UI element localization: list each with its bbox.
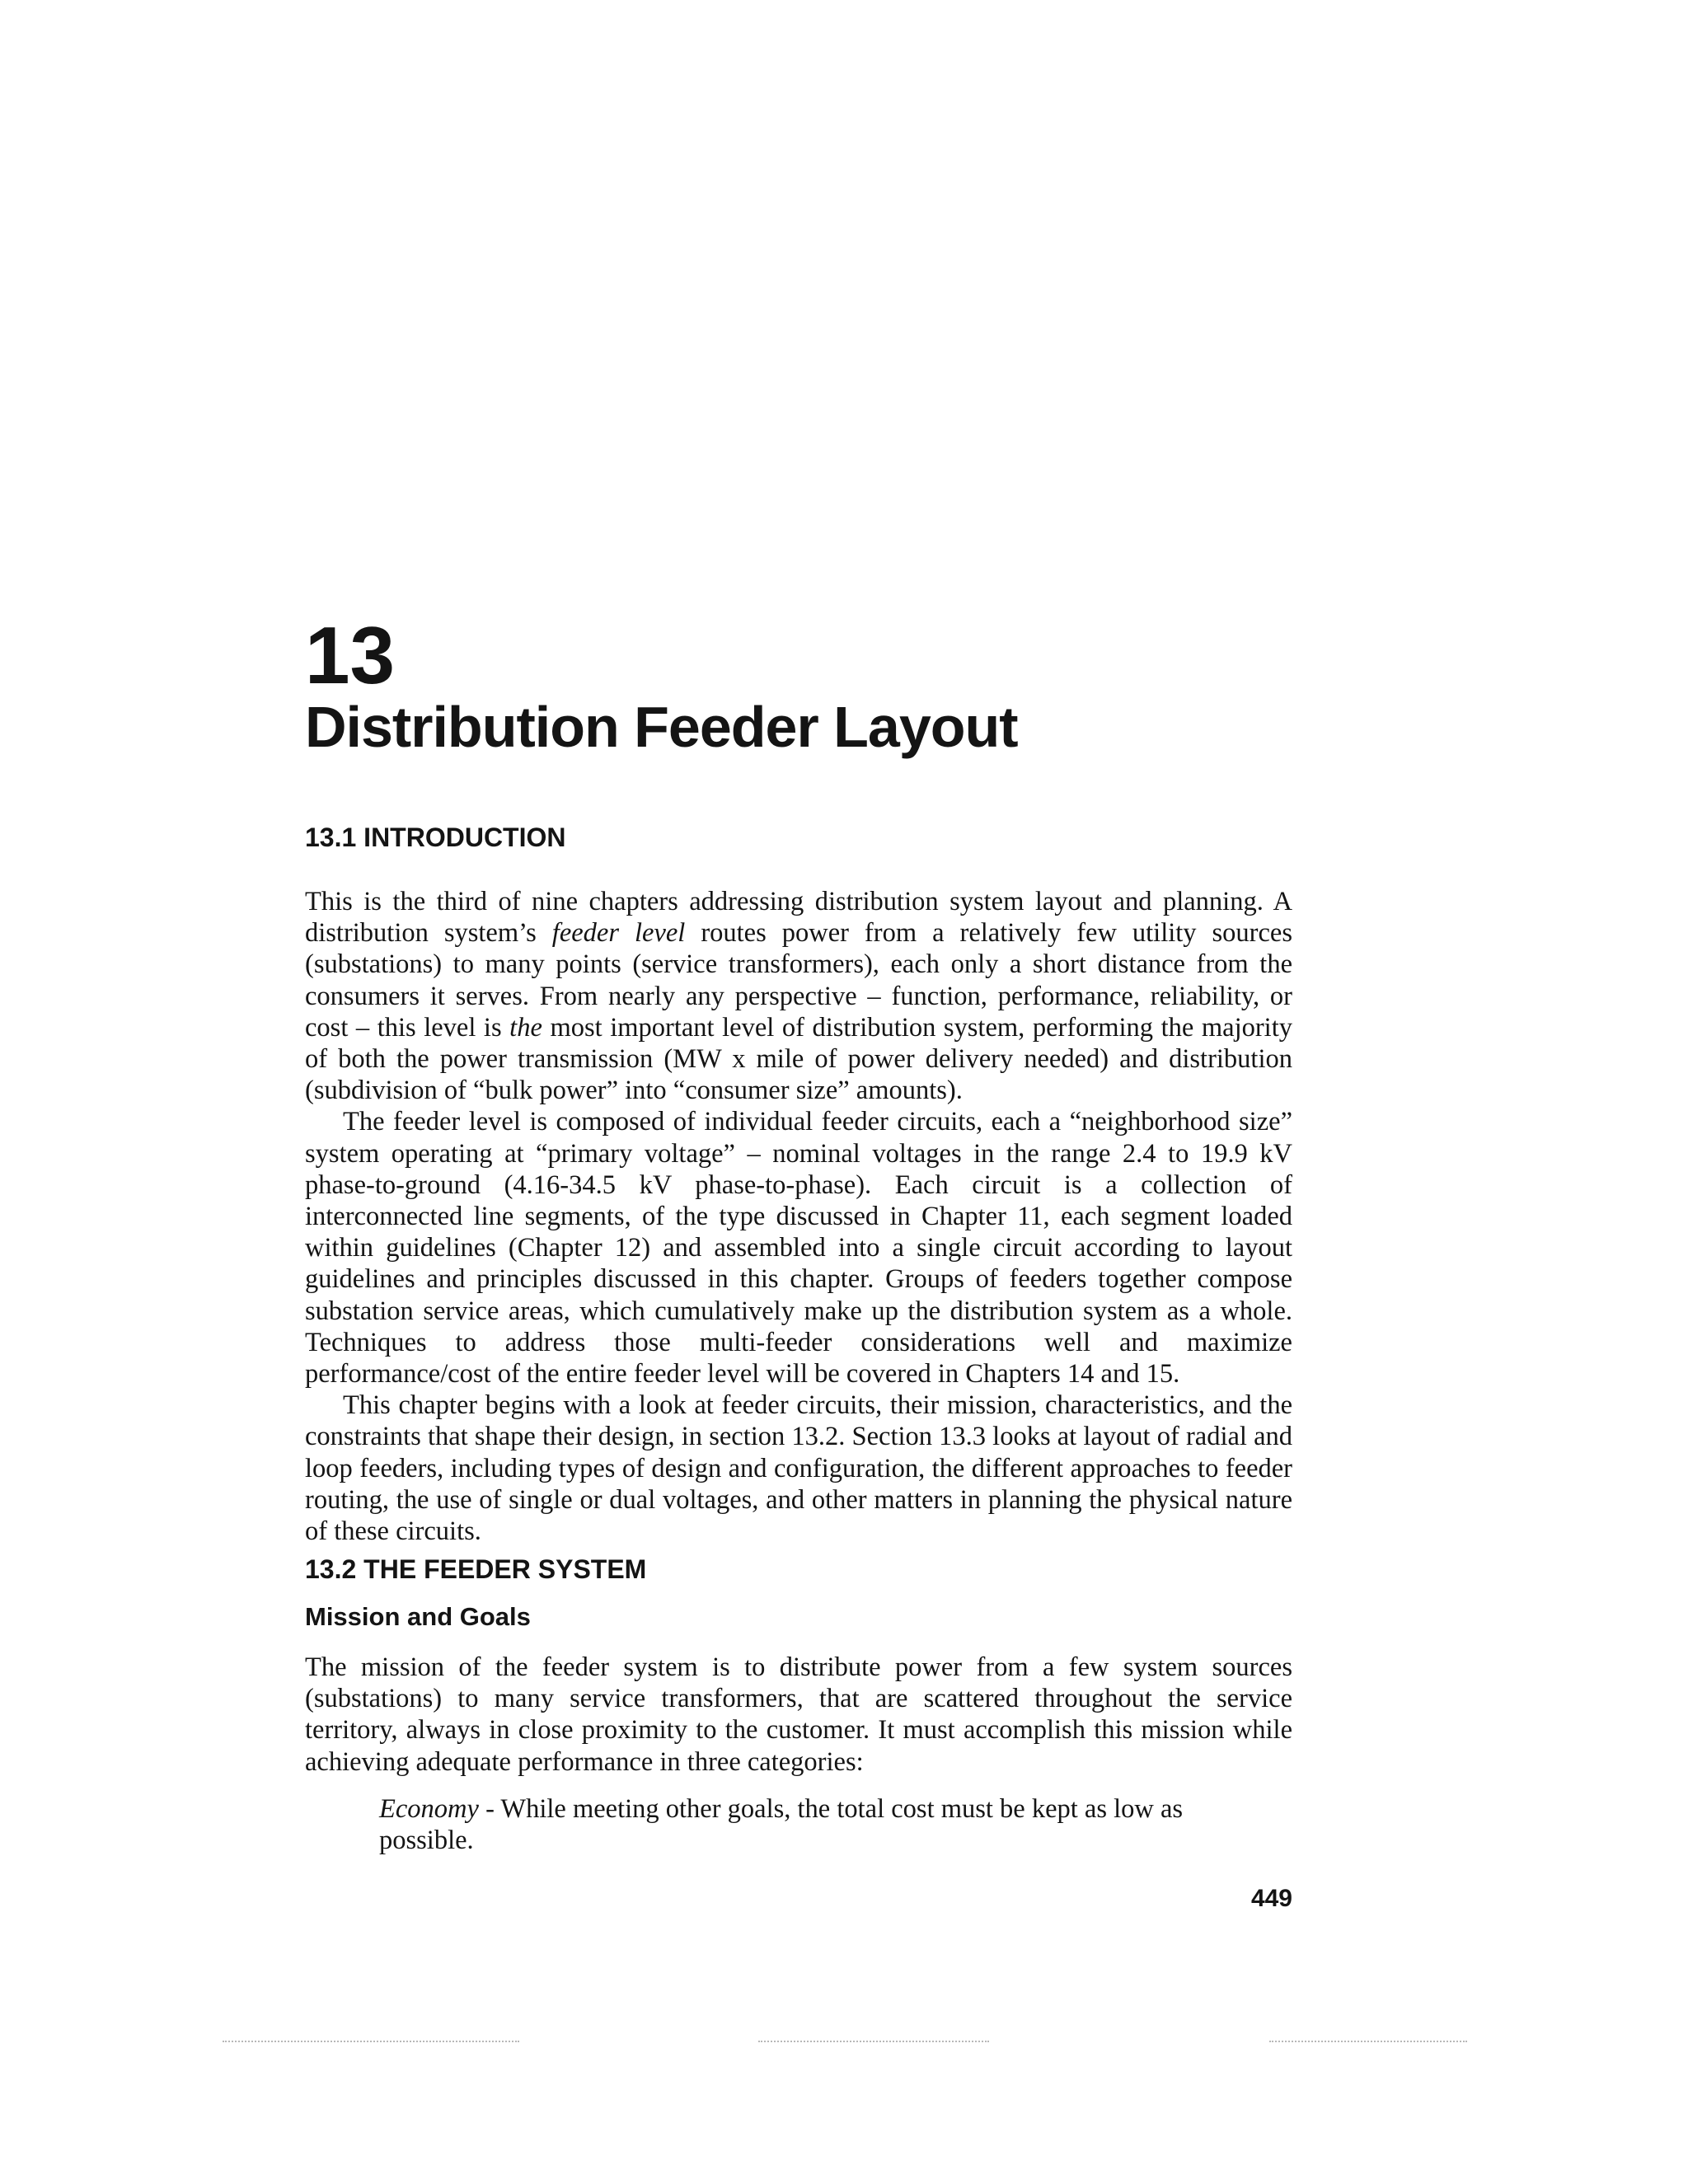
section-heading-introduction: 13.1 INTRODUCTION <box>305 823 566 852</box>
subsection-heading-mission-goals: Mission and Goals <box>305 1602 531 1631</box>
section-heading-feeder-system: 13.2 THE FEEDER SYSTEM <box>305 1554 647 1584</box>
paragraph-text: most important level of distribution system, performing the majority of both the power transmission (MW x mile of power delivery needed) and distribution (subdivision of “bulk power” into “consumer size” amounts). <box>305 1012 1292 1106</box>
feeder-system-body <box>305 1652 1292 1778</box>
chapter-number: 13 <box>305 610 396 701</box>
scan-artifact-line <box>223 2041 519 2044</box>
goal-term: Economy <box>379 1794 479 1824</box>
introduction-body <box>305 886 1292 1547</box>
introduction-paragraph-1 <box>305 886 1292 1106</box>
scan-artifact-line <box>1269 2041 1467 2044</box>
emphasis-text: the <box>509 1012 542 1043</box>
goal-description: - While meeting other goals, the total cost must be kept as low as possible. <box>379 1794 1184 1856</box>
chapter-title: Distribution Feeder Layout <box>305 695 1018 759</box>
goal-economy-item <box>379 1793 1203 1856</box>
introduction-paragraph-2: The feeder level is composed of individual feeder circuits, each a “neighborhood size” system operating at “primary voltage” – nominal voltages in the range 2.4 to 19.9 kV phase-to-ground (4.16-34.5 kV phase-to-phase). Each circuit is a collection of interconnected line segments, of the type discussed in Chapter 11, each segment loaded within guidelines (Chapter 12) and assembled into a single circuit according to layout guidelines and principles discussed in this chapter. Groups of feeders together compose substation service areas, which cumulatively make up the distribution system as a whole. Techniques to address those multi-feeder considerations well and maximize performance/cost of the entire feeder level will be covered in Chapters 14 and 15. <box>305 1107 1292 1390</box>
scan-artifact-line <box>758 2041 989 2044</box>
paragraph-text: This is the third of nine chapters addressing distribution system layout and planning. A distribution system’s <box>305 887 1292 949</box>
page-number: 449 <box>1250 1885 1292 1912</box>
paragraph-text: routes power from a relatively few utility sources (substations) to many points (service transformers), each only a short distance from the consumers it serves. From nearly any perspective – function, performance, reliability, or cost – this level is <box>305 918 1292 1043</box>
emphasis-text: feeder level <box>551 918 686 949</box>
introduction-paragraph-3: This chapter begins with a look at feeder circuits, their mission, characteristics, and the constraints that shape their design, in section 13.2. Section 13.3 looks at layout of radial and loop feeders, including types of design and configuration, the different approaches to feeder routing, the use of single or dual voltages, and other matters in planning the physical nature of these circuits. <box>305 1390 1292 1547</box>
feeder-system-paragraph-1: The mission of the feeder system is to distribute power from a few system sources (substations) to many service transformers, that are scattered throughout the service territory, always in close proximity to the customer. It must accomplish this mission while achieving adequate performance in three categories: <box>305 1652 1292 1777</box>
